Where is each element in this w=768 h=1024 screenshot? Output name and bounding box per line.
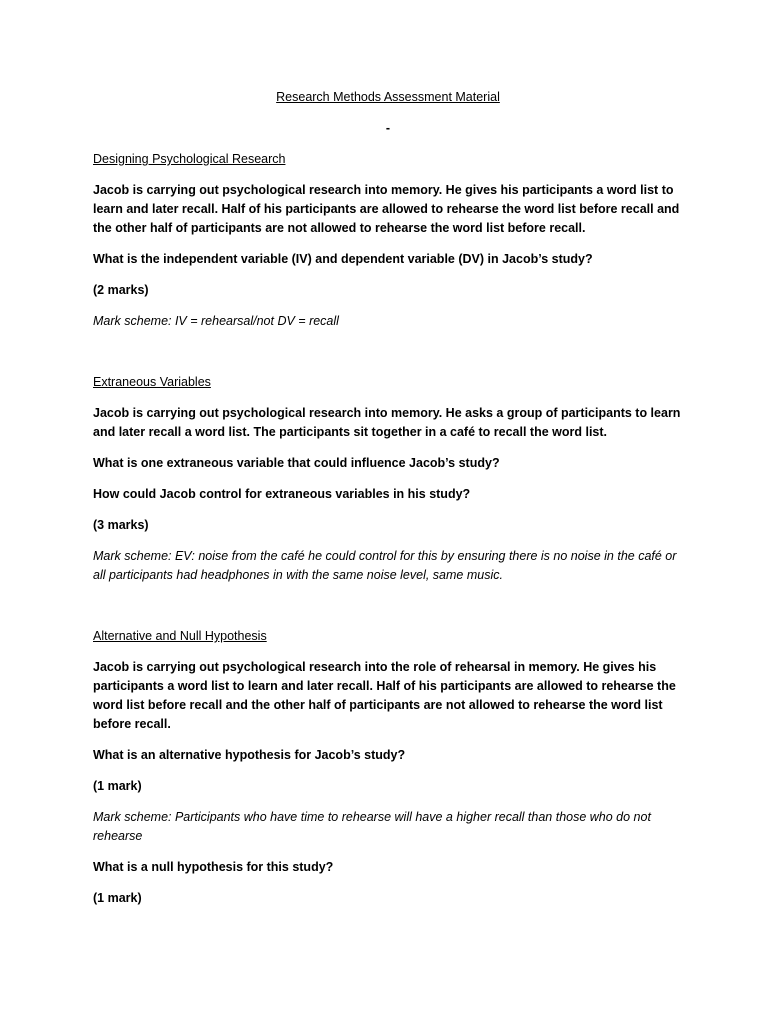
document-page	[93, 88, 683, 908]
section-heading-hypothesis: Alternative and Null Hypothesis	[93, 629, 267, 643]
section2-question-1: What is one extraneous variable that could influence Jacob’s study?	[93, 456, 500, 470]
section2-marks: (3 marks)	[93, 518, 149, 532]
section2-scenario: Jacob is carrying out psychological research into memory. He asks a group of participants to learn and later recall a word list. The participants sit together in a café to recall the word list.	[93, 406, 681, 439]
section3-mark-scheme: Mark scheme: Participants who have time to rehearse will have a higher recall than those who do not rehearse	[93, 810, 651, 843]
section3-scenario: Jacob is carrying out psychological research into the role of rehearsal in memory. He gives his participants a word list to learn and later recall. Half of his participants are allowed to rehearse the word list before recall and the other half of participants are not allowed to rehearse the word list before recall.	[93, 660, 676, 731]
document-title: Research Methods Assessment Material	[276, 90, 500, 104]
title-dash: -	[385, 121, 391, 135]
section1-scenario: Jacob is carrying out psychological research into memory. He gives his participants a word list to learn and later recall. Half of his participants are allowed to rehearse the word list before recall and the other half of participants are not allowed to rehearse the word list before recall.	[93, 183, 680, 235]
section1-marks: (2 marks)	[93, 283, 149, 297]
section3-null-marks: (1 mark)	[93, 891, 142, 905]
section3-null-question: What is a null hypothesis for this study?	[93, 860, 334, 874]
section3-question: What is an alternative hypothesis for Jacob’s study?	[93, 748, 406, 762]
section-heading-designing: Designing Psychological Research	[93, 152, 286, 166]
section3-marks: (1 mark)	[93, 779, 142, 793]
section2-mark-scheme: Mark scheme: EV: noise from the café he could control for this by ensuring there is no noise in the café or all participants had headphones in with the same noise level, same music.	[93, 549, 677, 582]
section2-question-2: How could Jacob control for extraneous variables in his study?	[93, 487, 471, 501]
section1-question: What is the independent variable (IV) and dependent variable (DV) in Jacob’s study?	[93, 252, 593, 266]
section1-mark-scheme: Mark scheme: IV = rehearsal/not DV = recall	[93, 314, 339, 328]
section-heading-extraneous: Extraneous Variables	[93, 375, 211, 389]
